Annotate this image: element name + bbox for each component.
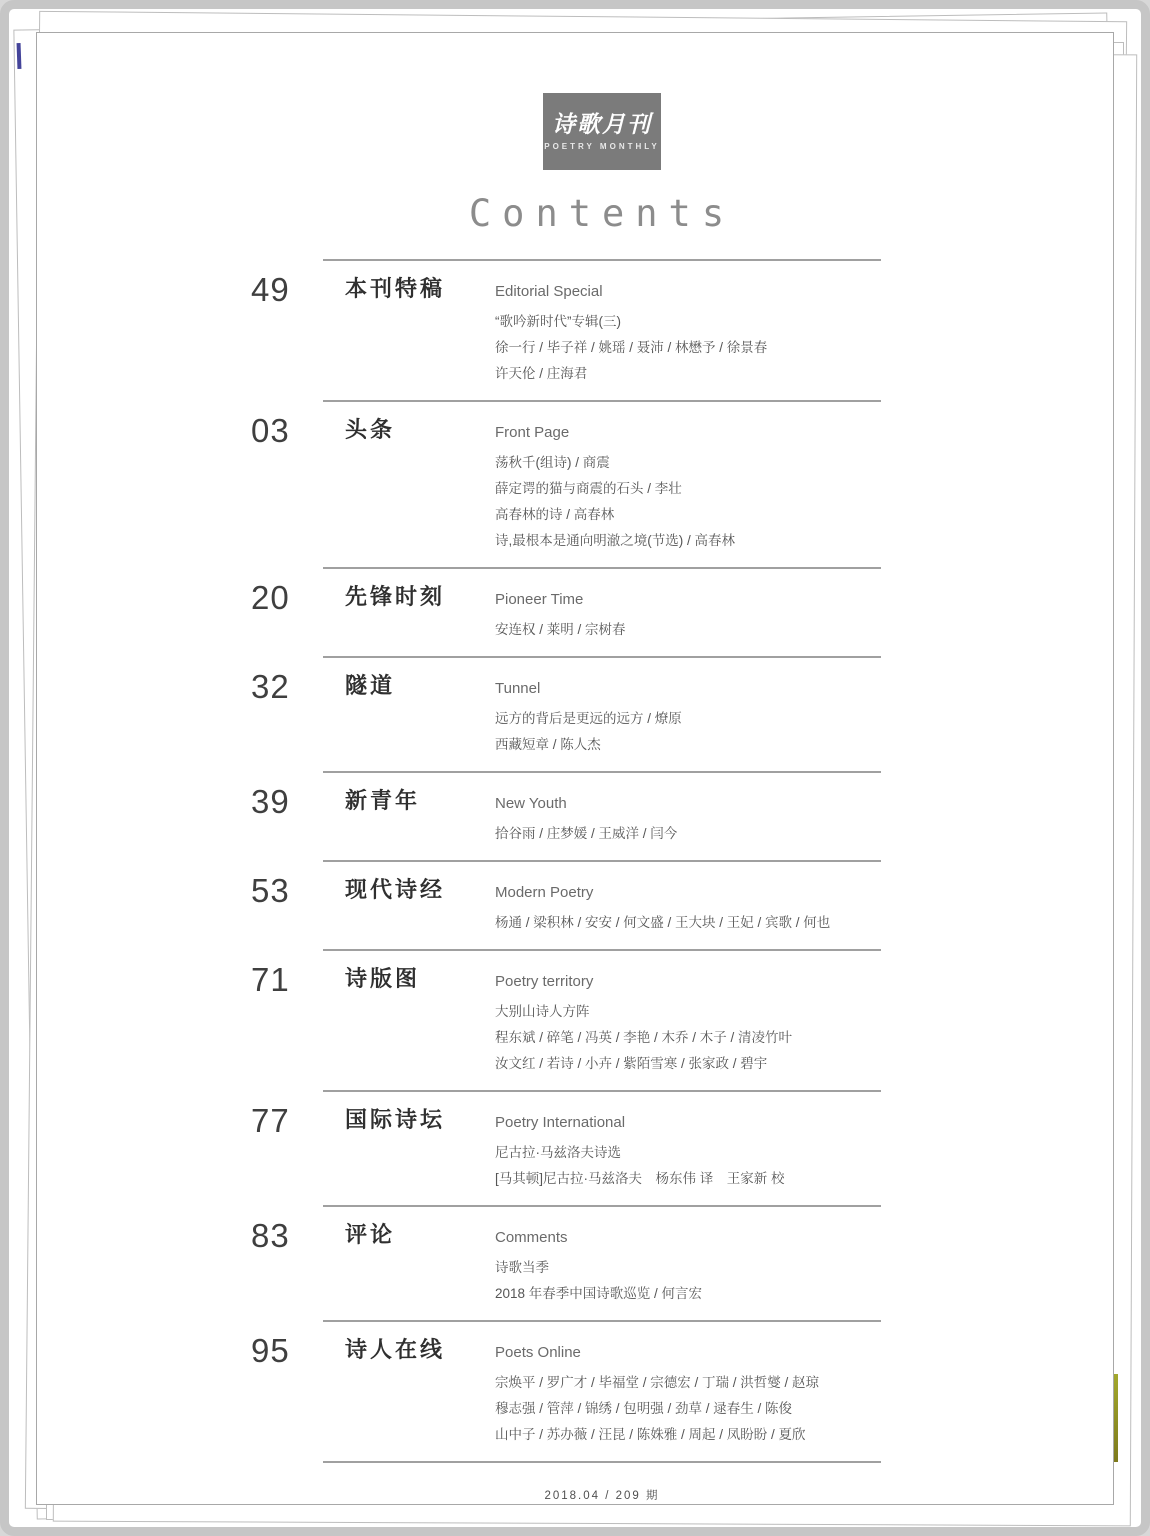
toc-line: 汝文红 / 若诗 / 小卉 / 紫陌雪寒 / 张家政 / 碧宇: [495, 1056, 768, 1071]
page-number: 71: [251, 961, 290, 998]
toc-line: 安连权 / 莱明 / 宗树春: [495, 622, 626, 637]
toc-line: 诗歌当季: [495, 1260, 549, 1275]
section-title-zh: 国际诗坛: [345, 1107, 446, 1132]
table-of-contents: [37, 259, 1113, 1463]
section-title-en: Comments: [495, 1229, 568, 1246]
toc-line: 大别山诗人方阵: [495, 1004, 590, 1019]
section-title-en: Poetry International: [495, 1114, 626, 1131]
section-title-en: Poets Online: [495, 1344, 581, 1361]
toc-line: 宗焕平 / 罗广才 / 毕福堂 / 宗德宏 / 丁瑞 / 洪哲燮 / 赵琼: [495, 1375, 820, 1390]
section-title-en: New Youth: [495, 795, 567, 812]
section-title-zh: 头条: [345, 417, 396, 442]
toc-section-tunnel: [251, 656, 881, 771]
toc-line: 拾谷雨 / 庄梦媛 / 王威洋 / 闫今: [495, 826, 678, 841]
logo-title-zh: 诗歌月刊: [552, 111, 652, 137]
section-title-zh: 评论: [345, 1222, 396, 1247]
toc-section-poets-online: [251, 1320, 881, 1463]
toc-line: 尼古拉·马兹洛夫诗选: [495, 1145, 621, 1160]
section-title-zh: 隧道: [345, 673, 396, 698]
magazine-logo: [543, 93, 661, 170]
toc-line: 西藏短章 / 陈人杰: [495, 737, 601, 752]
toc-line: “歌吟新时代”专辑(三): [495, 314, 621, 329]
section-title-en: Editorial Special: [495, 283, 603, 300]
toc-line: 薛定谔的猫与商震的石头 / 李壮: [495, 481, 682, 496]
toc-line: 荡秋千(组诗) / 商震: [495, 455, 610, 470]
toc-line: 程东斌 / 碎笔 / 冯英 / 李艳 / 木乔 / 木子 / 清凌竹叶: [495, 1030, 793, 1045]
section-title-en: Poetry territory: [495, 973, 594, 990]
section-title-zh: 诗人在线: [345, 1337, 446, 1362]
toc-line: 穆志强 / 管萍 / 锦绣 / 包明强 / 劲草 / 逯春生 / 陈俊: [495, 1401, 793, 1416]
toc-line: 高春林的诗 / 高春林: [495, 507, 615, 522]
toc-section-editorial-special: [251, 259, 881, 400]
toc-line: [马其顿]尼古拉·马兹洛夫 杨东伟 译 王家新 校: [495, 1171, 785, 1186]
logo-title-en: POETRY MONTHLY: [544, 142, 660, 152]
toc-section-poetry-international: [251, 1090, 881, 1205]
issue-info: 2018.04 / 209 期: [544, 1490, 660, 1502]
toc-section-poetry-territory: [251, 949, 881, 1090]
toc-section-front-page: [251, 400, 881, 567]
contents-title: Contents: [468, 192, 736, 235]
toc-section-new-youth: [251, 771, 881, 860]
toc-line: 徐一行 / 毕子祥 / 姚瑶 / 聂沛 / 林懋予 / 徐景春: [495, 340, 768, 355]
page-number: 83: [251, 1217, 290, 1254]
page-number: 53: [251, 872, 290, 909]
toc-line: 杨通 / 梁积林 / 安安 / 何文盛 / 王大块 / 王妃 / 宾歌 / 何也: [495, 915, 831, 930]
section-title-en: Tunnel: [495, 680, 541, 697]
section-title-zh: 现代诗经: [345, 877, 446, 902]
page-number: 77: [251, 1102, 290, 1139]
toc-line: 2018 年春季中国诗歌巡览 / 何言宏: [495, 1286, 703, 1301]
section-title-zh: 诗版图: [345, 966, 421, 991]
page-header: [323, 33, 881, 235]
section-title-zh: 新青年: [345, 788, 421, 813]
toc-section-modern-poetry: [251, 860, 881, 949]
toc-section-pioneer-time: [251, 567, 881, 656]
page-edge-blue-mark: [17, 43, 22, 69]
page-number: 32: [251, 668, 290, 705]
page-number: 03: [251, 412, 290, 449]
toc-line: 许天伦 / 庄海君: [495, 366, 588, 381]
section-title-en: Modern Poetry: [495, 884, 594, 901]
section-title-en: Front Page: [495, 424, 570, 441]
toc-line: 山中子 / 苏办薇 / 汪昆 / 陈姝雅 / 周起 / 凤盼盼 / 夏欣: [495, 1427, 806, 1442]
page-number: 95: [251, 1332, 290, 1369]
section-title-en: Pioneer Time: [495, 591, 584, 608]
section-title-zh: 先锋时刻: [345, 584, 446, 609]
magazine-contents-page: [36, 32, 1114, 1505]
page-number: 20: [251, 579, 290, 616]
toc-section-comments: [251, 1205, 881, 1320]
toc-line: 诗,最根本是通向明澈之境(节选) / 高春林: [495, 533, 735, 548]
section-title-zh: 本刊特稿: [345, 276, 446, 301]
page-number: 39: [251, 783, 290, 820]
page-number: 49: [251, 271, 290, 308]
toc-line: 远方的背后是更远的远方 / 燎原: [495, 711, 682, 726]
